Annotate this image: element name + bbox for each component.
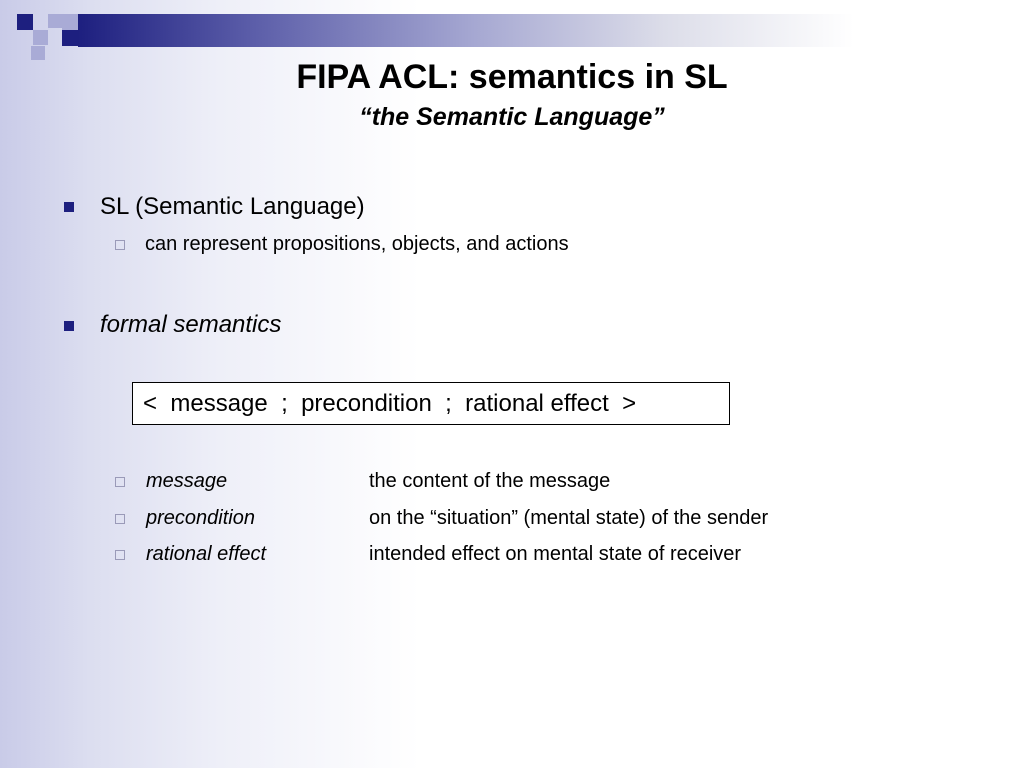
subbullet-text: can represent propositions, objects, and actions [145,233,569,255]
formula-box: < message ; precondition ; rational effect > [132,382,730,425]
definition-term: rational effect [146,543,267,565]
decorative-square-dark [17,14,33,30]
definition-description: on the “situation” (mental state) of the sender [369,507,769,529]
definition-description: the content of the message [369,470,611,492]
definition-description: intended effect on mental state of receiver [369,543,742,565]
decorative-square-light [62,14,78,30]
bullet-text: SL (Semantic Language) [100,193,365,220]
bullet-text: formal semantics [100,311,282,338]
bullet-hollow-icon [115,477,125,487]
definition-term: message [146,470,228,492]
decorative-square-light [48,14,62,28]
header-gradient-bar [78,14,1024,47]
bullet-hollow-icon [115,514,125,524]
definition-term: precondition [146,507,255,529]
bullet-hollow-icon [115,550,125,560]
slide-subtitle: “the Semantic Language” [359,103,665,131]
bullet-hollow-icon [115,240,125,250]
decorative-square-dark [62,30,78,46]
decorative-square-light [33,30,48,45]
bullet-square-icon [64,202,74,212]
bullet-square-icon [64,321,74,331]
slide-title: FIPA ACL: semantics in SL [296,58,728,96]
